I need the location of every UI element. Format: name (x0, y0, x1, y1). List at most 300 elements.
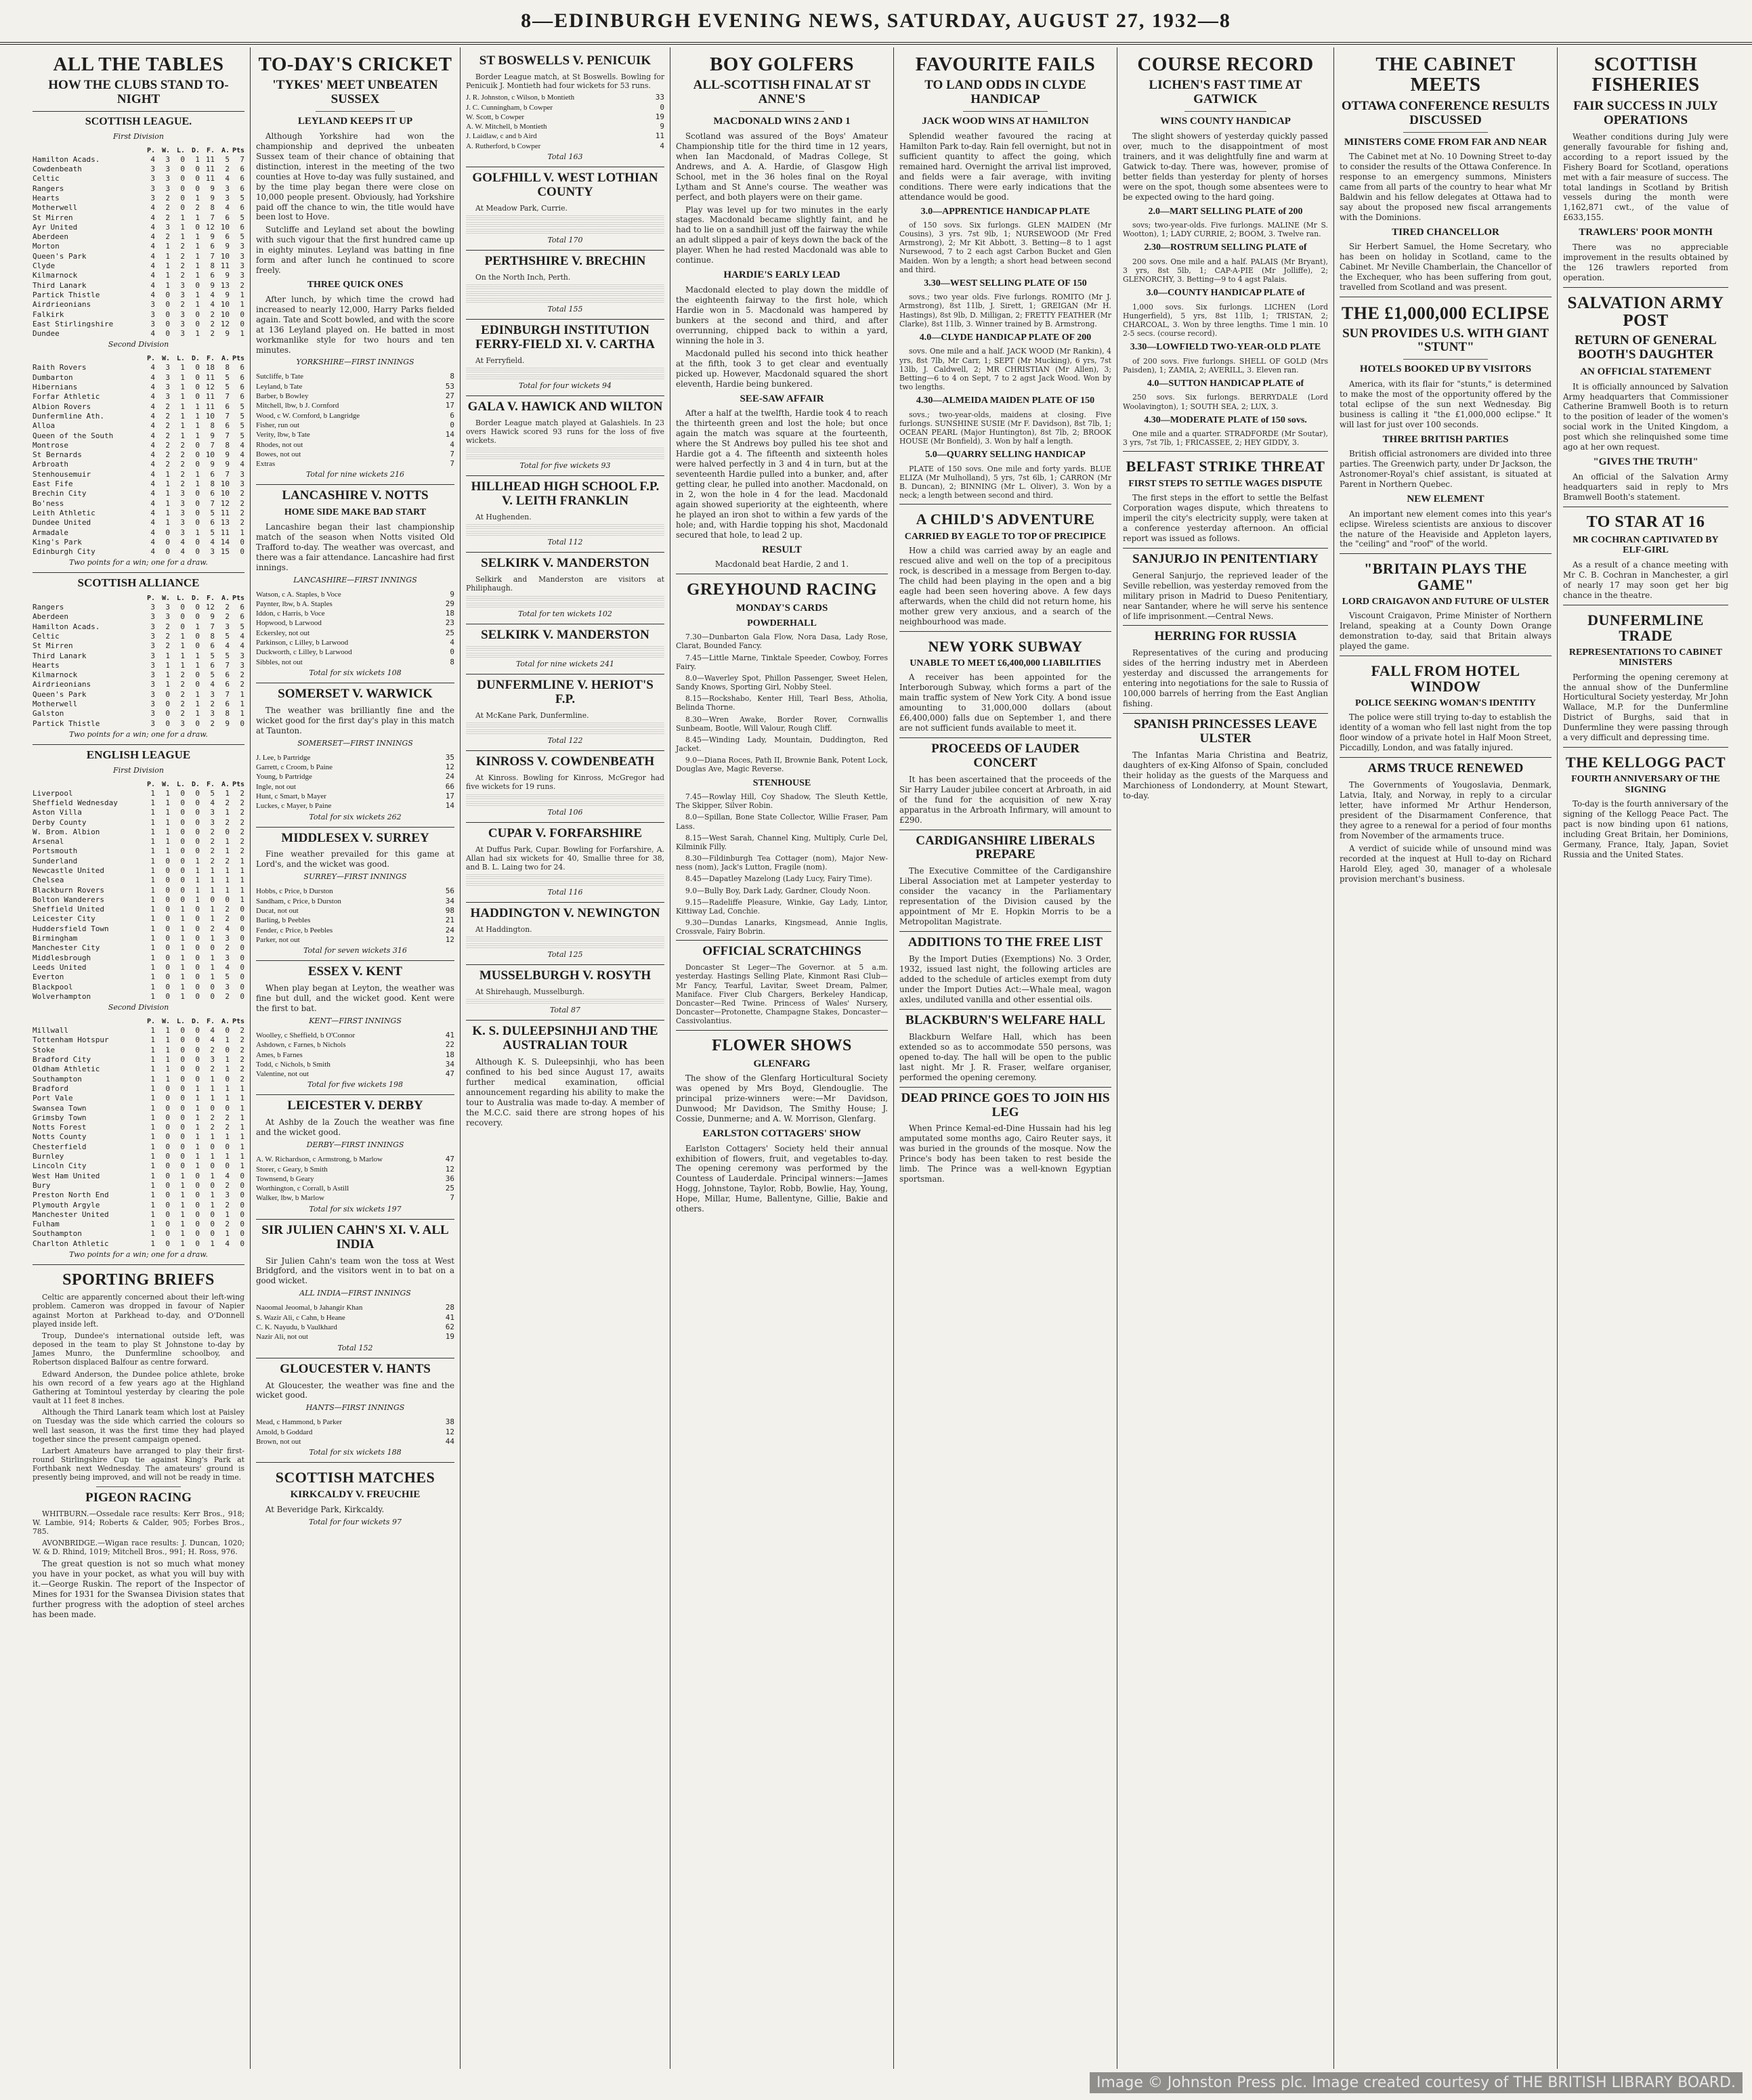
gala-title: GALA V. HAWICK AND WILTON (467, 399, 663, 414)
table-row (33, 972, 244, 982)
runs-cell: 23 (445, 618, 454, 628)
runs-cell: 29 (445, 599, 454, 608)
stat-cell: 0 (195, 943, 200, 953)
stat-cell: 3 (225, 953, 230, 962)
sanj-title: SANJURJO IN PENITENTIARY (1132, 551, 1319, 566)
stat-cell: 5 (240, 213, 244, 222)
score-row (256, 411, 454, 421)
runs-cell: 7 (450, 1193, 454, 1203)
child-title: A CHILD'S ADVENTURE (916, 511, 1095, 528)
column-fisheries (1558, 47, 1734, 2069)
stat-cell: 2 (210, 924, 215, 933)
stat-cell: 1 (150, 1161, 155, 1171)
som-title: SOMERSET V. WARWICK (278, 686, 433, 701)
stat-cell: 1 (165, 817, 170, 827)
stat-cell: 1 (150, 1113, 155, 1122)
header-cell: D. (191, 595, 200, 603)
stat-cell: 1 (195, 1142, 200, 1151)
stat-cell: 9 (225, 460, 230, 469)
stat-cell: 1 (240, 300, 244, 309)
points-note: Two points for a win; one for a draw. (69, 558, 208, 567)
stat-cell: 0 (165, 309, 170, 319)
stat-cell: 1 (150, 1171, 155, 1180)
g-r5-title: 4.0—SUTTON HANDICAP PLATE of (1147, 378, 1304, 389)
column-tables (27, 47, 251, 2069)
header-cell: F. (206, 355, 215, 363)
stat-cell: 1 (165, 518, 170, 528)
runs-cell: 12 (445, 1427, 454, 1436)
table-yorks (256, 372, 454, 469)
stat-cell: 2 (165, 460, 170, 469)
team-cell: Bury (33, 1180, 51, 1190)
golf-total: Total 170 (547, 235, 583, 244)
headline-golf: BOY GOLFERS (709, 53, 855, 75)
stat-cell: 7 (210, 622, 215, 631)
stat-cell: 0 (195, 280, 200, 290)
list-item: 8.30—Fildinburgh Tea Cottager (nom), Major New-ness (nom), Jack's Lutton, Fragile (nom). (676, 854, 888, 872)
runs-cell: 4 (660, 141, 664, 150)
stat-cell: 12 (205, 222, 215, 232)
dunf3-title: DUNFERMLINE V. HERIOT'S F.P. (477, 678, 654, 707)
cricket-para2: Sutcliffe and Leyland set about the bowling with such vigour that the first hundred came up in eighty minutes. Leyland was batting in fine form and after lunch he continued to score freely. (256, 225, 454, 276)
stat-cell: 2 (225, 905, 230, 914)
stat-cell: 0 (195, 914, 200, 924)
score-row (256, 886, 454, 896)
briefs-title: SPORTING BRIEFS (62, 1270, 215, 1289)
stat-cell: 2 (240, 817, 244, 827)
stat-cell: 3 (240, 242, 244, 251)
stat-cell: 2 (240, 808, 244, 817)
runs-cell: 17 (445, 401, 454, 410)
stat-cell: 0 (210, 982, 215, 991)
boswells-title: ST BOSWELLS V. PENICUIK (479, 53, 651, 68)
stat-cell: 2 (210, 847, 215, 856)
team-cell: Lincoln City (33, 1161, 87, 1171)
stat-cell: 6 (225, 680, 230, 689)
powder-title: POWDERHALL (747, 618, 817, 628)
lauder-title: PROCEEDS OF LAUDER CONCERT (931, 741, 1080, 770)
stat-cell: 2 (225, 943, 230, 953)
stat-cell: 0 (180, 1084, 185, 1093)
stat-cell: 1 (240, 876, 244, 885)
stat-cell: 3 (150, 184, 155, 193)
stat-cell: 4 (150, 383, 155, 392)
batsman-cell: A. W. Richardson, c Armstrong, b Marlow (256, 1155, 383, 1164)
score-row (256, 382, 454, 391)
table-boswells (466, 93, 664, 151)
stat-cell: 0 (195, 962, 200, 972)
list-item: 8.45—Dapatley Mazelong (Lady Lucy, Fairy Time). (685, 874, 873, 884)
table-row (33, 700, 244, 709)
stat-cell: 10 (205, 450, 215, 460)
team-cell: Third Lanark (33, 280, 87, 290)
column-gatwick (1117, 47, 1334, 2069)
stat-cell: 6 (210, 242, 215, 251)
team-cell: East Fife (33, 479, 73, 489)
header-cell: W. (161, 355, 170, 363)
runs-cell: 18 (445, 609, 454, 618)
stat-cell: 1 (180, 943, 185, 953)
stat-cell: 1 (165, 788, 170, 798)
stat-cell: 4 (150, 547, 155, 557)
stat-cell: 4 (150, 203, 155, 213)
team-cell: Southampton (33, 1229, 82, 1239)
plays-sub: LORD CRAIGAVON AND FUTURE OF ULSTER (1342, 596, 1550, 607)
header-cell (33, 146, 140, 155)
table-row (33, 876, 244, 885)
list-item: 8.45—Winding Lady, Mountain, Duddington, Red Jacket. (676, 735, 888, 754)
r3-title: 4.0—CLYDE HANDICAP PLATE OF 200 (919, 333, 1092, 343)
headline-record: COURSE RECORD (1137, 53, 1314, 75)
stat-cell: 8 (225, 709, 230, 719)
stat-cell: 1 (180, 421, 185, 431)
subhead-cabinet: OTTAWA CONFERENCE RESULTS DISCUSSED (1341, 98, 1550, 127)
stat-cell: 0 (180, 1094, 185, 1103)
team-cell: Charlton Athletic (33, 1239, 109, 1248)
stat-cell: 1 (180, 1239, 185, 1248)
stat-cell: 1 (225, 847, 230, 856)
stat-cell: 1 (165, 271, 170, 280)
stat-cell: 1 (180, 431, 185, 440)
g-r6-text: One mile and a quarter. STRADFORDE (Mr Soutar), 3 yrs, 7st 7lb, 1; FRICASSEE, 2; HEY GIDDY, 3. (1123, 429, 1328, 448)
batsman-cell: Extras (256, 460, 276, 469)
column-golf (670, 47, 894, 2069)
table-row (33, 174, 244, 184)
table-row (33, 1142, 244, 1152)
list-item: 8.0—Waverley Spot, Phillon Passenger, Sweet Helen, Sandy Knows, Sporting Girl, Nobby Steel. (676, 673, 888, 692)
team-cell: Morton (33, 242, 60, 251)
table-row (33, 203, 244, 213)
stat-cell: 1 (150, 943, 155, 953)
c3-para7: Selkirk and Manderston are visitors at Philiphaugh. (466, 575, 664, 593)
team-cell: Leeds United (33, 962, 87, 972)
score-row (256, 792, 454, 801)
stat-cell: 3 (225, 194, 230, 202)
stat-cell: 1 (195, 213, 200, 222)
header-cell: Pts (232, 595, 244, 603)
stat-cell: 1 (240, 1123, 244, 1132)
scottish-league-title: SCOTTISH LEAGUE. (85, 116, 192, 128)
team-cell: Blackburn Rovers (33, 885, 104, 895)
stat-cell: 1 (195, 421, 200, 431)
table-row (33, 661, 244, 670)
score-row (256, 658, 454, 667)
stat-cell: 4 (225, 641, 230, 651)
stat-cell: 3 (240, 271, 244, 280)
cricket-para4: Lancashire began their last championship match of the season when Notts visited Old Trafford to-day. The weather was overcast, and there was a fair attendance. Lancashire had first innings. (256, 521, 454, 572)
stat-cell: 0 (195, 1074, 200, 1084)
header-cell: L. (176, 146, 185, 154)
score-row (256, 906, 454, 916)
team-cell: Raith Rovers (33, 363, 87, 372)
batsman-cell: Brown, not out (256, 1438, 301, 1447)
ny-sub: UNABLE TO MEET £6,400,000 LIABILITIES (910, 658, 1101, 668)
stat-cell: 0 (195, 1191, 200, 1200)
batsman-cell: S. Wazir Ali, c Cahn, b Heane (256, 1313, 345, 1322)
list-item: 7.30—Dunbarton Gala Flow, Nora Dasa, Lady Rose, Clarat, Bounded Fancy. (676, 633, 888, 651)
team-cell: Millwall (33, 1026, 68, 1035)
stat-cell: 2 (165, 421, 170, 431)
runs-cell: 19 (655, 112, 664, 121)
stat-cell: 0 (210, 1103, 215, 1113)
golf-title: GOLFHILL V. WEST LOTHIAN COUNTY (472, 171, 658, 199)
stat-cell: 2 (240, 847, 244, 856)
stat-cell: 0 (165, 914, 170, 924)
stat-cell: 1 (210, 1152, 215, 1161)
batsman-cell: Duckworth, c Lilley, b Larwood (256, 648, 352, 657)
stat-cell: 4 (150, 154, 155, 164)
score-row (256, 450, 454, 459)
r4-text: sovs.; two-year-olds, maidens at closing. Five furlongs. SUNSHINE SUSIE (Mr F. Davidson), 8st 7lb, 1; OCEAN PEARL (Major Huntington), 8st 7lb, 2; BROOK HOUSE (Mr Bonfield), 3. Won by half a length. (899, 410, 1111, 446)
runs-cell: 28 (445, 1303, 454, 1312)
team-cell: St Mirren (33, 641, 73, 651)
headline-cabinet: THE CABINET MEETS (1375, 53, 1516, 96)
kent-inn: KENT—FIRST INNINGS (309, 1016, 402, 1025)
stat-cell: 0 (240, 1239, 244, 1248)
stat-cell: 6 (240, 203, 244, 213)
stat-cell: 1 (225, 1094, 230, 1103)
stat-cell: 0 (195, 817, 200, 827)
selk2-total: Total for nine wickets 241 (515, 660, 615, 669)
team-cell: Partick Thistle (33, 290, 100, 299)
runs-cell: 66 (445, 781, 454, 791)
stat-cell: 6 (240, 612, 244, 622)
header-cell: A. (221, 146, 230, 154)
lancs-total: Total for six wickets 108 (309, 668, 402, 677)
stat-cell: 2 (225, 1113, 230, 1122)
list-item: 9.0—Bully Boy, Dark Lady, Gardner, Cloudy Noon. (685, 886, 871, 895)
stat-cell: 0 (165, 1123, 170, 1132)
score-row (256, 638, 454, 647)
stat-cell: 6 (210, 660, 215, 670)
stat-cell: 7 (225, 689, 230, 699)
runs-cell: 25 (445, 628, 454, 637)
stat-cell: 6 (225, 402, 230, 411)
stat-cell: 0 (165, 991, 170, 1001)
team-cell: Bo'ness (33, 498, 64, 508)
batsman-cell: Hopwood, b Larwood (256, 619, 322, 628)
team-cell: Birmingham (33, 934, 78, 943)
stat-cell: 2 (240, 1045, 244, 1054)
stat-cell: 0 (195, 991, 200, 1001)
score-row (256, 916, 454, 925)
stat-cell: 1 (180, 924, 185, 933)
team-cell: Manchester City (33, 943, 100, 953)
stat-cell: 5 (240, 411, 244, 421)
scot-title: SCOTTISH MATCHES (275, 1469, 435, 1486)
stat-cell: 2 (165, 622, 170, 631)
team-cell: Dumbarton (33, 372, 73, 382)
stat-cell: 4 (150, 261, 155, 271)
stat-cell: 2 (210, 329, 215, 339)
cricket-para3: After lunch, by which time the crowd had increased to nearly 12,000, Harry Parks fielded again. Tate and Scott bowled, and with the score at 136 Leyland played on. He batted in most workmanlike style for two hours and ten minutes. (256, 294, 454, 355)
stat-cell: 3 (150, 689, 155, 699)
header-cell: A. (221, 355, 230, 363)
stat-cell: 1 (195, 866, 200, 875)
stat-cell: 9 (225, 271, 230, 280)
team-cell: Queen's Park (33, 251, 87, 261)
score-row (256, 372, 454, 381)
belfast-para: The first steps in the effort to settle the Belfast Corporation wages dispute, which threatens to imperil the city's electricity supply, were taken at a conference yesterday afternoon. An official report was issued as follows. (1123, 492, 1328, 543)
stat-cell: 3 (225, 934, 230, 943)
score-row (256, 801, 454, 811)
stat-cell: 0 (195, 798, 200, 807)
header-cell: F. (206, 146, 215, 154)
team-cell: Oldham Athletic (33, 1065, 100, 1074)
stat-cell: 5 (225, 651, 230, 660)
team-cell: Aberdeen (33, 232, 68, 242)
stat-cell: 4 (210, 798, 215, 807)
stat-cell: 2 (240, 798, 244, 807)
team-cell: Airdrieonians (33, 300, 91, 309)
stat-cell: 0 (165, 972, 170, 982)
stat-cell: 1 (180, 411, 185, 421)
stat-cell: 0 (240, 1200, 244, 1209)
stat-cell: 4 (150, 363, 155, 372)
score-row (256, 609, 454, 618)
stat-cell: 0 (240, 547, 244, 557)
runs-cell: 34 (445, 896, 454, 905)
stat-cell: 1 (210, 876, 215, 885)
batsman-cell: Sibbles, not out (256, 658, 303, 666)
runs-cell: 8 (450, 372, 454, 381)
stat-cell: 8 (210, 479, 215, 489)
score-row (256, 1040, 454, 1050)
english-first-label: First Division (113, 765, 164, 775)
stat-cell: 1 (195, 1084, 200, 1093)
stat-cell: 3 (180, 518, 185, 528)
stat-cell: 1 (240, 709, 244, 719)
header-cell: W. (161, 146, 170, 154)
spanish-title: SPANISH PRINCESSES LEAVE ULSTER (1134, 717, 1317, 746)
g-r2-title: 2.30—ROSTRUM SELLING PLATE of (1144, 242, 1307, 253)
team-cell: Celtic (33, 631, 60, 641)
herring-title: HERRING FOR RUSSIA (1154, 629, 1297, 644)
table-row (33, 895, 244, 905)
stat-cell: 5 (225, 972, 230, 982)
stat-cell: 0 (240, 914, 244, 924)
stat-cell: 1 (150, 1200, 155, 1209)
score-row (256, 782, 454, 792)
stat-cell: 4 (210, 1035, 215, 1045)
stat-cell: 1 (150, 953, 155, 962)
batsman-cell: Rhodes, not out (256, 440, 303, 449)
stat-cell: 0 (180, 885, 185, 895)
team-cell: Motherwell (33, 700, 78, 709)
batsman-cell: Storer, c Geary, b Smith (256, 1165, 328, 1174)
stat-cell: 3 (150, 165, 155, 174)
team-cell: Hearts (33, 660, 60, 670)
stat-cell: 1 (150, 962, 155, 972)
stat-cell: 2 (210, 719, 215, 728)
team-cell: Cowdenbeath (33, 165, 82, 174)
pigeon-title: PIGEON RACING (85, 1490, 192, 1505)
stat-cell: 1 (210, 1171, 215, 1180)
stat-cell: 1 (150, 1074, 155, 1084)
stat-cell: 2 (180, 251, 185, 261)
batsman-cell: Ames, b Farnes (256, 1050, 303, 1059)
stat-cell: 4 (150, 460, 155, 469)
stat-cell: 3 (165, 383, 170, 392)
kirk-title: KIRKCALDY V. FREUCHIE (290, 1489, 421, 1501)
stat-cell: 4 (150, 372, 155, 382)
fall-title: FALL FROM HOTEL WINDOW (1371, 662, 1520, 695)
stat-cell: 2 (240, 670, 244, 680)
stat-cell: 4 (240, 641, 244, 651)
g-r3-title: 3.0—COUNTY HANDICAP PLATE of (1146, 288, 1305, 299)
fish-para2: There was no appreciable improvement in the results obtained by the 126 trawlers reported from operation. (1563, 242, 1728, 282)
stat-cell: 3 (240, 479, 244, 489)
stat-cell: 0 (165, 1200, 170, 1209)
table-row (33, 373, 244, 383)
table-row (33, 499, 244, 509)
stat-cell: 1 (195, 876, 200, 885)
stat-cell: 0 (165, 934, 170, 943)
stat-cell: 0 (180, 895, 185, 904)
stat-cell: 0 (240, 962, 244, 972)
stat-cell: 2 (165, 402, 170, 411)
stat-cell: 4 (150, 528, 155, 537)
plays-title: "BRITAIN PLAYS THE GAME" (1364, 560, 1527, 593)
cardi-para: The Executive Committee of the Cardiganshire Liberal Association met at Lampeter yesterday to consider the vacancy in the Parliamentary representation of the Division caused by the appointment of Mr E. Hopkin Morris to be a Metropolitan Magistrate. (899, 866, 1111, 927)
cricket-para6: Fine weather prevailed for this game at Lord's, and the wicket was good. (256, 849, 454, 870)
score-row (256, 1050, 454, 1060)
team-cell: Arbroath (33, 460, 68, 469)
stat-cell: 11 (205, 402, 215, 411)
column-cricket (251, 47, 461, 2069)
kellogg-title: THE KELLOGG PACT (1565, 754, 1726, 771)
score-row (466, 112, 664, 122)
stat-cell: 0 (195, 1045, 200, 1054)
stat-cell: 3 (180, 329, 185, 339)
cricket-para11: At Beveridge Park, Kirkcaldy. (265, 1504, 385, 1514)
stat-cell: 1 (210, 1094, 215, 1103)
score-row (256, 772, 454, 781)
stat-cell: 0 (225, 895, 230, 904)
stat-cell: 1 (210, 1084, 215, 1093)
stat-cell: 9 (225, 450, 230, 460)
three-para: British official astronomers are divided into three parties. The Greenwich party, under Dr Jackson, the Astronomer-Royal's chief assistant, is situated at Parent in Northern Quebec. (1340, 449, 1552, 490)
team-cell: Newcastle United (33, 866, 104, 875)
kirk-total: Total for four wickets 97 (309, 1517, 402, 1526)
score-row (466, 142, 664, 151)
lead-title: HARDIE'S EARLY LEAD (723, 270, 840, 281)
batsman-cell: Barling, b Peebles (256, 916, 311, 925)
stat-cell: 2 (180, 709, 185, 719)
stat-cell: 2 (225, 1123, 230, 1132)
runs-cell: 24 (445, 925, 454, 935)
alliance-title: SCOTTISH ALLIANCE (77, 576, 200, 590)
stat-cell: 0 (195, 1026, 200, 1035)
team-cell: Stenhousemuir (33, 469, 91, 479)
header-cell: A. (221, 595, 230, 603)
stat-cell: 1 (150, 1103, 155, 1113)
stat-cell: 0 (195, 612, 200, 622)
runs-cell: 24 (445, 772, 454, 781)
table-english-first (33, 780, 244, 1002)
stat-cell: 1 (195, 194, 200, 202)
stat-cell: 0 (165, 943, 170, 953)
stat-cell: 5 (240, 622, 244, 631)
stat-cell: 5 (210, 508, 215, 517)
stat-cell: 3 (165, 372, 170, 382)
g-r1-text: sovs; two-year-olds. Five furlongs. MALINE (Mr S. Wootton), 1; LADY CURRIE, 2; BOOM, 3. Twelve ran. (1123, 220, 1328, 239)
stat-cell: 1 (195, 689, 200, 699)
table-header (33, 594, 244, 603)
list-item: 9.30—Dundas Lanarks, Kingsmead, Annie Inglis, Crossvale, Fairy Bobrin. (676, 918, 888, 937)
stat-cell: 3 (150, 612, 155, 622)
stat-cell: 2 (180, 700, 185, 709)
